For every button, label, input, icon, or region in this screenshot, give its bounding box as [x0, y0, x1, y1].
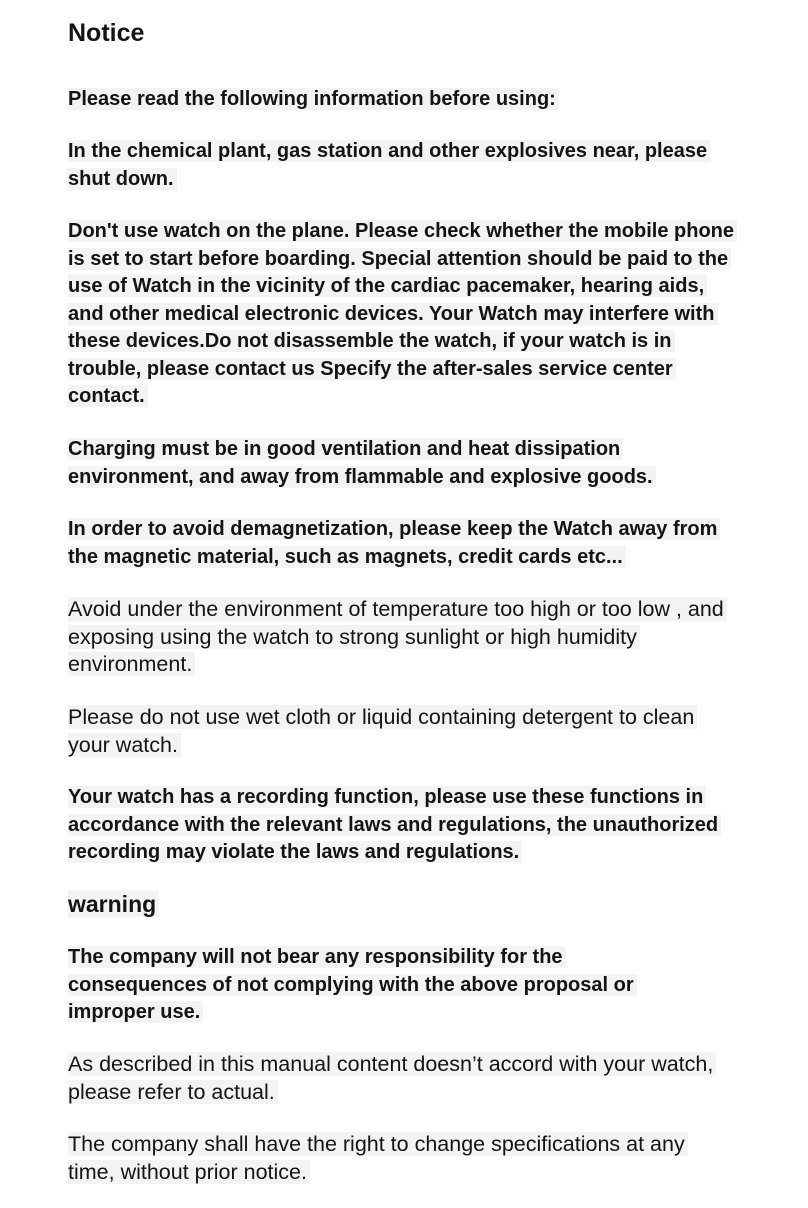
- recording-paragraph: Your watch has a recording function, please use these functions in accordance with the relevant laws and regulations, the unauthorized recording may violate the laws and regulations.: [68, 784, 768, 867]
- intro-paragraph: Please read the following information before using:: [68, 86, 768, 114]
- chemical-plant-paragraph: In the chemical plant, gas station and other explosives near, please shut down.: [68, 138, 708, 193]
- cleaning-paragraph: Please do not use wet cloth or liquid containing detergent to clean your watch.: [68, 704, 728, 759]
- warning-heading: warning: [68, 888, 159, 920]
- charging-paragraph: Charging must be in good ventilation and heat dissipation environment, and away from flammable and explosive goods.: [68, 436, 708, 491]
- temperature-paragraph: Avoid under the environment of temperature too high or too low , and exposing using the watch to strong sunlight or high humidity environment.: [68, 596, 728, 679]
- page-title: Notice: [68, 19, 145, 47]
- specifications-paragraph: The company shall have the right to change specifications at any time, without prior notice.: [68, 1131, 728, 1186]
- manual-content-paragraph: As described in this manual content doesn’t accord with your watch, please refer to actual.: [68, 1051, 728, 1106]
- plane-paragraph: Don't use watch on the plane. Please check whether the mobile phone is set to start before boarding. Special attention should be paid to the use of Watch in the vicinity of the cardiac pacemaker, hearing aids, and other medical electronic devices. Your Watch may interfere with these devices.Do not disassemble the watch, if your watch is in trouble, please contact us Specify the after-sales service center contact.: [68, 218, 738, 411]
- responsibility-paragraph: The company will not bear any responsibility for the consequences of not complying with the above proposal or improper use.: [68, 944, 688, 1027]
- demagnetization-paragraph: In order to avoid demagnetization, please keep the Watch away from the magnetic material, such as magnets, credit cards etc...: [68, 516, 728, 571]
